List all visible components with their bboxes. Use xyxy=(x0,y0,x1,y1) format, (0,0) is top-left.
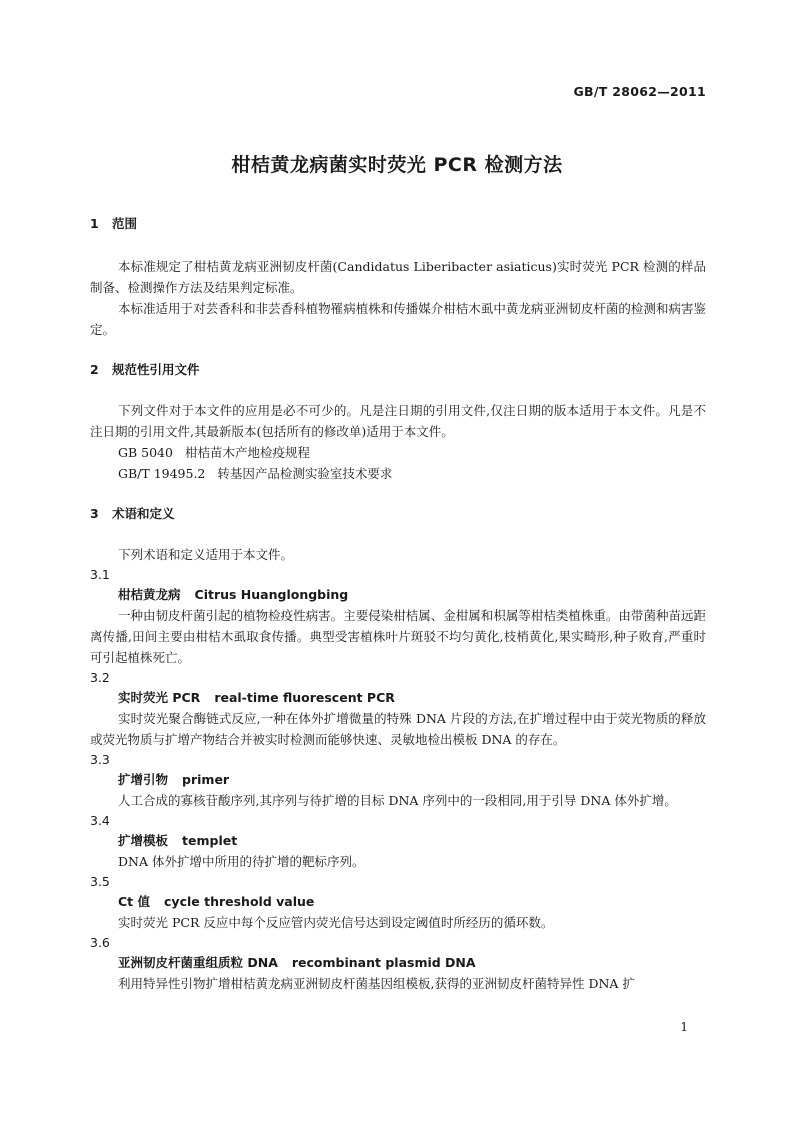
section-heading xyxy=(90,214,706,234)
term-en: templet xyxy=(182,833,238,848)
reference-code: GB/T 19495.2 xyxy=(118,466,206,481)
reference-item xyxy=(90,442,706,463)
standard-number: GB/T 28062—2011 xyxy=(573,84,706,99)
term-zh: Ct 值 xyxy=(118,894,151,909)
term-number: 3.2 xyxy=(90,670,110,685)
term-number: 3.4 xyxy=(90,813,110,828)
section-title: 范围 xyxy=(112,216,138,231)
term-heading xyxy=(90,953,706,973)
section-number: 3 xyxy=(90,506,99,521)
paragraph: 下列文件对于本文件的应用是必不可少的。凡是注日期的引用文件,仅注日期的版本适用于本文件。凡是不注日期的引用文件,其最新版本(包括所有的修改单)适用于本文件。 xyxy=(90,403,706,439)
term-definition: 利用特异性引物扩增柑桔黄龙病亚洲韧皮杆菌基因组模板,获得的亚洲韧皮杆菌特异性 DNA 扩 xyxy=(118,976,635,991)
term-definition: 实时荧光聚合酶链式反应,一种在体外扩增微量的特殊 DNA 片段的方法,在扩增过程中由于荧光物质的释放或荧光物质与扩增产物结合并被实时检测而能够快速、灵敏地检出模板 DNA 的存在。 xyxy=(90,711,706,747)
term-en: cycle threshold value xyxy=(164,894,315,909)
page-number: 1 xyxy=(680,1020,688,1034)
section-number: 1 xyxy=(90,216,99,231)
section-number: 2 xyxy=(90,362,99,377)
section-heading xyxy=(90,504,706,524)
document-title: 柑桔黄龙病菌实时荧光 PCR 检测方法 xyxy=(231,154,563,176)
term-definition: DNA 体外扩增中所用的待扩增的靶标序列。 xyxy=(118,854,365,869)
term-zh: 亚洲韧皮杆菌重组质粒 DNA xyxy=(118,955,278,970)
term-number: 3.3 xyxy=(90,752,110,767)
term-en: Citrus Huanglongbing xyxy=(194,587,349,602)
reference-item xyxy=(90,463,706,484)
term-heading xyxy=(90,770,706,790)
paragraph: 本标准适用于对芸香科和非芸香科植物罹病植株和传播媒介柑桔木虱中黄龙病亚洲韧皮杆菌的检测和病害鉴定。 xyxy=(90,301,706,337)
section-normative-references xyxy=(90,360,706,380)
references-body xyxy=(90,400,706,484)
reference-name: 转基因产品检测实验室技术要求 xyxy=(217,466,393,481)
term-number: 3.1 xyxy=(90,567,110,582)
term-number: 3.6 xyxy=(90,935,110,950)
term-en: recombinant plasmid DNA xyxy=(291,955,476,970)
scope-body xyxy=(90,256,706,340)
section-terms xyxy=(90,504,706,524)
term-zh: 扩增模板 xyxy=(118,833,169,848)
reference-code: GB 5040 xyxy=(118,445,173,460)
term-zh: 柑桔黄龙病 xyxy=(118,587,181,602)
section-title: 术语和定义 xyxy=(112,506,175,521)
paragraph: 下列术语和定义适用于本文件。 xyxy=(118,547,294,562)
term-definition: 实时荧光 PCR 反应中每个反应管内荧光信号达到设定阈值时所经历的循环数。 xyxy=(118,915,554,930)
term-zh: 实时荧光 PCR xyxy=(118,690,201,705)
term-heading xyxy=(90,585,706,605)
section-scope xyxy=(90,214,706,234)
term-en: primer xyxy=(182,772,230,787)
term-en: real-time fluorescent PCR xyxy=(214,690,395,705)
section-heading xyxy=(90,360,706,380)
term-zh: 扩增引物 xyxy=(118,772,169,787)
reference-name: 柑桔苗木产地检疫规程 xyxy=(184,445,310,460)
term-definition: 人工合成的寡核苷酸序列,其序列与待扩增的目标 DNA 序列中的一段相同,用于引导 DNA 体外扩增。 xyxy=(118,793,677,808)
term-heading xyxy=(90,831,706,851)
terms-body xyxy=(90,544,706,994)
term-heading xyxy=(90,688,706,708)
term-heading xyxy=(90,892,706,912)
term-number: 3.5 xyxy=(90,874,110,889)
section-title: 规范性引用文件 xyxy=(112,362,200,377)
term-definition: 一种由韧皮杆菌引起的植物检疫性病害。主要侵染柑桔属、金柑属和枳属等柑桔类植株重。由带菌种苗远距离传播,田间主要由柑桔木虱取食传播。典型受害植株叶片斑驳不均匀黄化,枝梢黄化,果实畸形,种子败育,严重时可引起植株死亡。 xyxy=(90,608,706,665)
paragraph: 本标准规定了柑桔黄龙病亚洲韧皮杆菌(Candidatus Liberibacter asiaticus)实时荧光 PCR 检测的样品制备、检测操作方法及结果判定标准。 xyxy=(90,259,706,295)
